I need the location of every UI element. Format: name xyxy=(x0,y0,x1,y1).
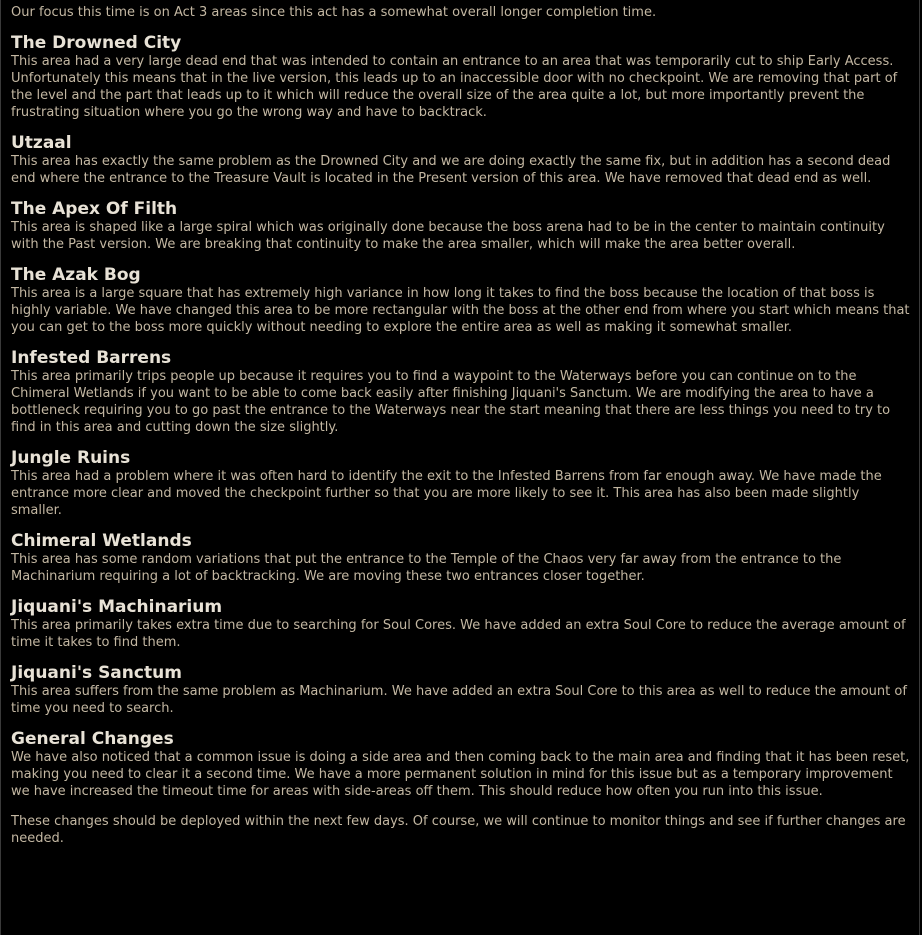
section-jiquanis-machinarium xyxy=(11,597,910,651)
section-title: Chimeral Wetlands xyxy=(11,531,192,551)
section-body: This area has exactly the same problem as the Drowned City and we are doing exactly the same fix, but in addition has a second dead end where the entrance to the Treasure Vault is located in the Present version of this area. We have removed that dead end as well. xyxy=(11,154,891,186)
closing-text: These changes should be deployed within the next few days. Of course, we will continue to monitor things and see if further changes are needed. xyxy=(11,814,906,846)
section-title: The Drowned City xyxy=(11,33,182,53)
section-title: Utzaal xyxy=(11,133,72,153)
section-body: This area had a problem where it was often hard to identify the exit to the Infested Barrens from far enough away. We have made the entrance more clear and moved the checkpoint further so that you are more likely to see it. This area has also been made slightly smaller. xyxy=(11,469,882,518)
section-body: This area suffers from the same problem as Machinarium. We have added an extra Soul Core to this area as well to reduce the amount of time you need to search. xyxy=(11,684,907,716)
section-jungle-ruins xyxy=(11,448,910,519)
section-body: This area is a large square that has extremely high variance in how long it takes to find the boss because the location of that boss is highly variable. We have changed this area to be more rectangular with the boss at the other end from where you start which means that you can get to the boss more quickly without needing to explore the entire area as well as making it somewhat smaller. xyxy=(11,286,910,335)
intro-text: Our focus this time is on Act 3 areas since this act has a somewhat overall longer completion time. xyxy=(11,5,657,20)
section-title: Infested Barrens xyxy=(11,348,172,368)
section-azak-bog xyxy=(11,265,910,336)
section-body: This area is shaped like a large spiral which was originally done because the boss arena had to be in the center to maintain continuity with the Past version. We are breaking that continuity to make the area smaller, which will make the area better overall. xyxy=(11,220,885,252)
section-title: Jiquani's Sanctum xyxy=(11,663,182,683)
section-body: This area primarily takes extra time due to searching for Soul Cores. We have added an extra Soul Core to reduce the average amount of time it takes to find them. xyxy=(11,618,906,650)
section-body: We have also noticed that a common issue is doing a side area and then coming back to the main area and finding that it has been reset, making you need to clear it a second time. We have a more permanent solution in mind for this issue but as a temporary improvement we have increased the timeout time for areas with side-areas off them. This should reduce how often you run into this issue. xyxy=(11,750,910,799)
section-apex-of-filth xyxy=(11,199,910,253)
section-general-changes xyxy=(11,729,910,800)
paragraph-gap xyxy=(11,800,910,813)
section-title: The Apex Of Filth xyxy=(11,199,178,219)
section-body: This area had a very large dead end that was intended to contain an entrance to an area that was temporarily cut to ship Early Access. Unfortunately this means that in the live version, this leads up to an inaccessible door with no checkpoint. We are removing that part of the level and the part that leads up to it which will reduce the overall size of the area quite a lot, but more importantly prevent the frustrating situation where you go the wrong way and have to backtrack. xyxy=(11,54,898,120)
section-title: Jiquani's Machinarium xyxy=(11,597,223,617)
section-body: This area has some random variations that put the entrance to the Temple of the Chaos very far away from the entrance to the Machinarium requiring a lot of backtracking. We are moving these two entrances closer together. xyxy=(11,552,842,584)
section-drowned-city xyxy=(11,33,910,121)
section-jiquanis-sanctum xyxy=(11,663,910,717)
section-title: General Changes xyxy=(11,729,174,749)
section-infested-barrens xyxy=(11,348,910,436)
section-utzaal xyxy=(11,133,910,187)
section-body: This area primarily trips people up because it requires you to find a waypoint to the Waterways before you can continue on to the Chimeral Wetlands if you want to be able to come back easily after finishing Jiquani's Sanctum. We are modifying the area to have a bottleneck requiring you to go past the entrance to the Waterways near the start meaning that there are less things you need to try to find in this area and cutting down the size slightly. xyxy=(11,369,891,435)
section-title: The Azak Bog xyxy=(11,265,141,285)
section-title: Jungle Ruins xyxy=(11,448,131,468)
section-chimeral-wetlands xyxy=(11,531,910,585)
